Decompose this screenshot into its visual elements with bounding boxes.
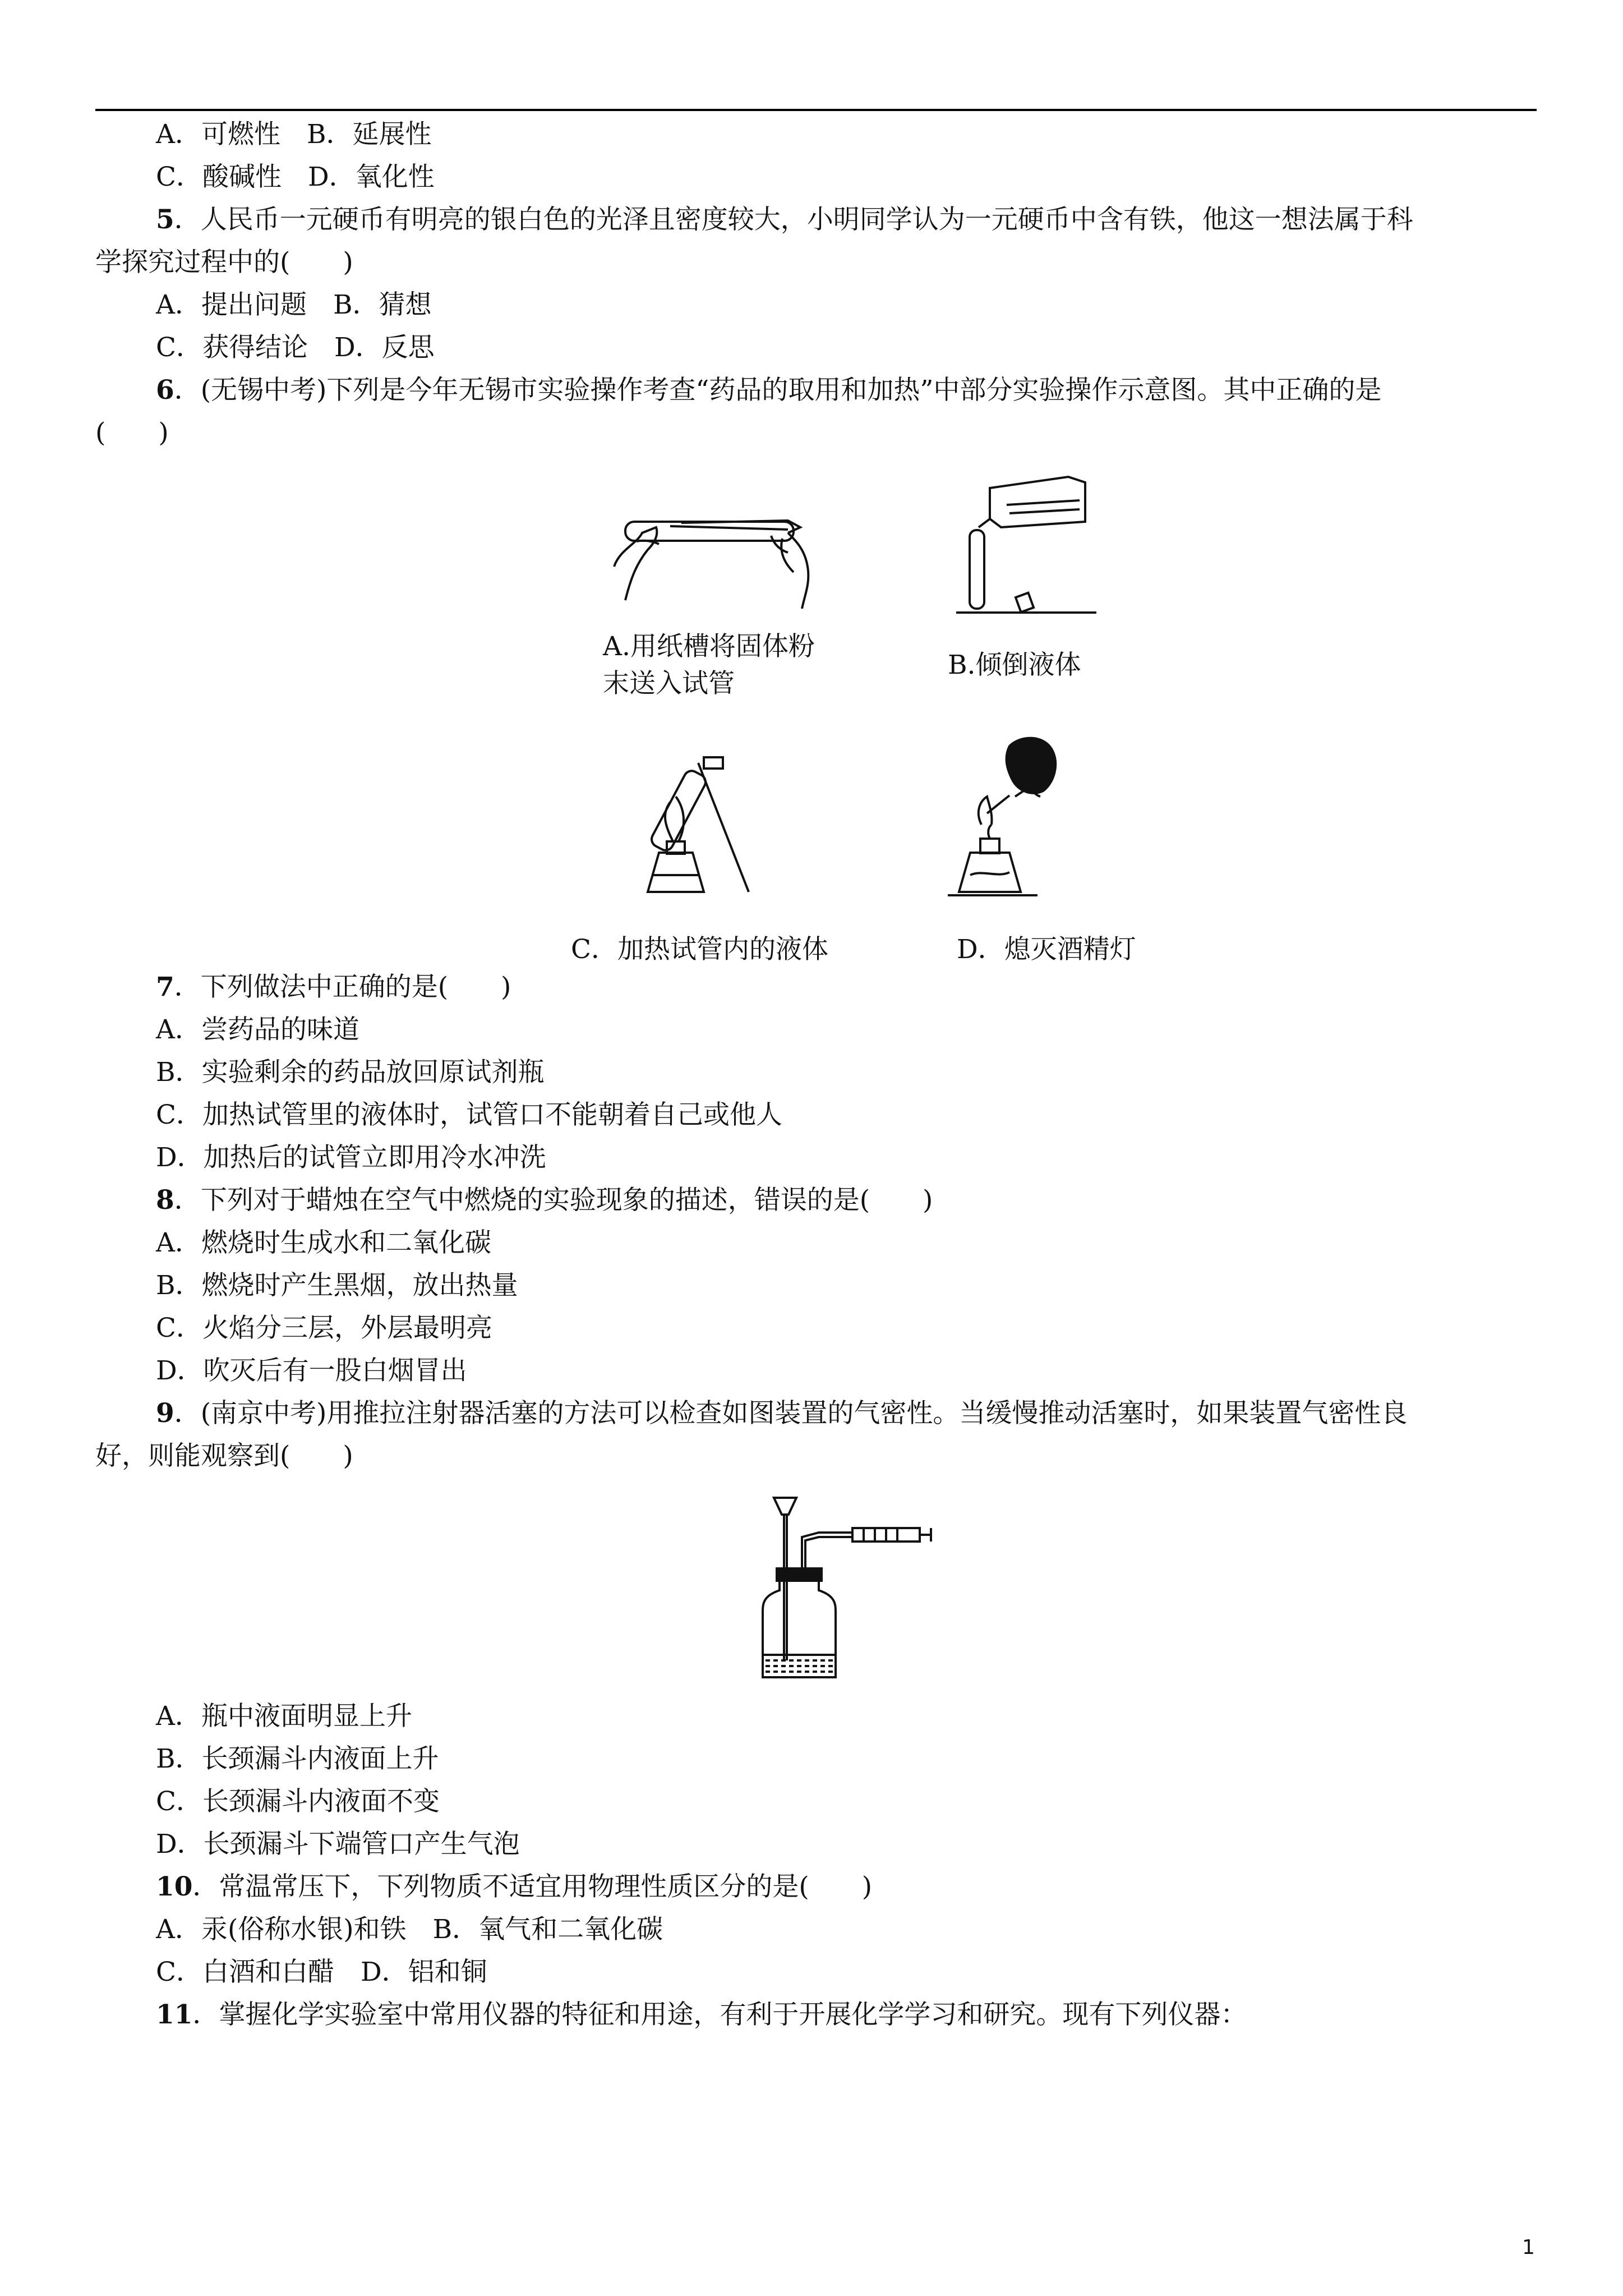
q8-option-d: D．吹灭后有一股白烟冒出	[156, 1355, 467, 1386]
q11-number: 11	[156, 1999, 193, 2030]
q7-option-a: A．尝药品的味道	[156, 1014, 359, 1045]
q10-number: 10	[156, 1871, 193, 1902]
q9-stem-line1	[156, 1397, 1407, 1430]
q5-options-row1: A．提出问题 B．猜想	[156, 289, 432, 320]
figure-c-heating-liquid	[608, 752, 766, 903]
q9-option-d: D．长颈漏斗下端管口产生气泡	[156, 1829, 520, 1860]
q9-option-c: C．长颈漏斗内液面不变	[156, 1786, 440, 1817]
q10-text: ．常温常压下，下列物质不适宜用物理性质区分的是( )	[192, 1871, 873, 1902]
figure-q9-airtightness-apparatus	[751, 1492, 937, 1683]
figure-a-caption-line1: A.用纸槽将固体粉	[603, 631, 815, 662]
figure-a-paper-trough	[603, 488, 816, 617]
q6-text: ．(无锡中考)下列是今年无锡市实验操作考查“药品的取用和加热”中部分实验操作示意图。其中正确的是	[174, 375, 1382, 406]
q6-number: 6	[156, 375, 174, 406]
figure-b-pouring-liquid	[956, 466, 1108, 617]
figure-d-caption: D．熄灭酒精灯	[957, 934, 1136, 965]
q9-option-a: A．瓶中液面明显上升	[156, 1701, 412, 1732]
q8-stem	[156, 1184, 933, 1217]
q7-option-d: D．加热后的试管立即用冷水冲洗	[156, 1142, 546, 1173]
q7-stem	[156, 970, 511, 1004]
page-number: 1	[1522, 2236, 1535, 2259]
q8-option-a: A．燃烧时生成水和二氧化碳	[156, 1227, 491, 1258]
q8-number: 8	[156, 1185, 174, 1216]
q5-options-row2: C．获得结论 D．反思	[156, 332, 435, 363]
q8-option-c: C．火焰分三层，外层最明亮	[156, 1313, 492, 1343]
q10-options-row2: C．白酒和白醋 D．铝和铜	[156, 1957, 487, 1987]
q7-text: ．下列做法中正确的是( )	[174, 972, 511, 1002]
q4-options-row2: C．酸碱性 D．氧化性	[156, 162, 435, 192]
q7-option-c: C．加热试管里的液体时，试管口不能朝着自己或他人	[156, 1099, 782, 1130]
q6-stem-line1	[156, 374, 1381, 407]
figure-d-blowing-lamp	[948, 729, 1077, 909]
header-rule	[95, 109, 1537, 111]
q5-stem-line2: 学探究过程中的( )	[95, 247, 353, 278]
q9-option-b: B．长颈漏斗内液面上升	[156, 1743, 439, 1774]
q10-options-row1: A．汞(俗称水银)和铁 B．氧气和二氧化碳	[156, 1914, 663, 1945]
q9-stem-line2: 好，则能观察到( )	[95, 1441, 353, 1471]
q9-number: 9	[156, 1398, 174, 1429]
q6-stem-line2: ( )	[95, 417, 169, 448]
q5-stem-line1	[156, 203, 1413, 237]
q7-number: 7	[156, 972, 174, 1002]
q7-option-b: B．实验剩余的药品放回原试剂瓶	[156, 1057, 545, 1088]
q11-text: ．掌握化学实验室中常用仪器的特征和用途，有利于开展化学学习和研究。现有下列仪器：	[192, 1999, 1247, 2030]
figure-a-caption-line2: 末送入试管	[603, 668, 735, 699]
q10-stem	[156, 1870, 872, 1904]
q8-option-b: B．燃烧时产生黑烟，放出热量	[156, 1270, 518, 1301]
figure-b-caption: B.倾倒液体	[948, 650, 1081, 680]
q11-stem	[156, 1998, 1247, 2032]
q5-number: 5	[156, 204, 174, 235]
q9-text: ．(南京中考)用推拉注射器活塞的方法可以检查如图装置的气密性。当缓慢推动活塞时，如果装置气密性良	[174, 1398, 1408, 1429]
q5-text: ．人民币一元硬币有明亮的银白色的光泽且密度较大，小明同学认为一元硬币中含有铁，他这一想法属于科	[174, 204, 1413, 235]
q8-text: ．下列对于蜡烛在空气中燃烧的实验现象的描述，错误的是( )	[174, 1185, 933, 1216]
q4-options-row1: A．可燃性 B．延展性	[156, 119, 432, 150]
figure-c-caption: C．加热试管内的液体	[571, 934, 828, 965]
